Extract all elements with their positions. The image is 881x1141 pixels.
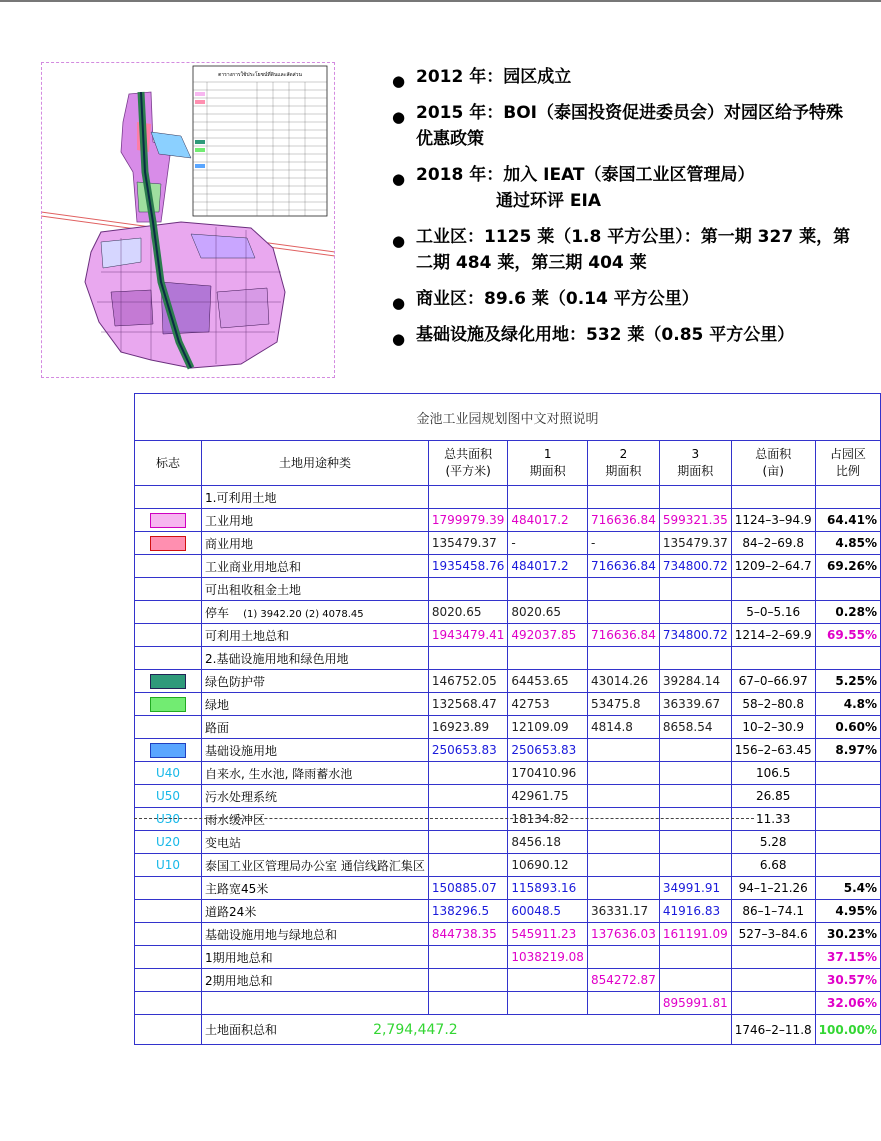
symbol-cell xyxy=(135,624,202,647)
total-area-cell xyxy=(428,831,508,854)
land-use-label: 2期用地总和 xyxy=(202,969,429,992)
symbol-cell xyxy=(135,969,202,992)
mu-area-cell xyxy=(731,647,815,670)
phase1-cell: 12109.09 xyxy=(508,716,588,739)
bullet-text: 基础设施及绿化用地：532 莱（0.85 平方公里） xyxy=(416,325,795,345)
column-header: 1 期面积 xyxy=(508,441,588,486)
table-title: 金池工业园规划图中文对照说明 xyxy=(135,394,881,441)
site-plan-map xyxy=(41,62,335,378)
land-use-label: 雨水缓冲区 xyxy=(202,808,429,831)
mu-area-cell: 67–0–66.97 xyxy=(731,670,815,693)
land-use-label: 泰国工业区管理局办公室 通信线路汇集区 xyxy=(202,854,429,877)
mu-area-cell: 26.85 xyxy=(731,785,815,808)
phase3-cell: 41916.83 xyxy=(659,900,731,923)
share-percent-cell: 69.26% xyxy=(815,555,880,578)
table-row xyxy=(135,923,881,946)
phase2-cell: 716636.84 xyxy=(587,624,659,647)
total-area-cell: 250653.83 xyxy=(428,739,508,762)
table-row xyxy=(135,532,881,555)
share-percent-cell: 100.00% xyxy=(815,1015,880,1045)
total-area-cell xyxy=(428,486,508,509)
land-use-label: 可出租收租金土地 xyxy=(202,578,429,601)
share-percent-cell: 69.55% xyxy=(815,624,880,647)
bullet-dot-icon: ● xyxy=(392,294,406,312)
land-use-label: 商业用地 xyxy=(202,532,429,555)
phase2-cell: 4814.8 xyxy=(587,716,659,739)
symbol-cell xyxy=(135,992,202,1015)
share-percent-cell: 4.8% xyxy=(815,693,880,716)
total-area-cell: 844738.35 xyxy=(428,923,508,946)
total-area-cell xyxy=(428,969,508,992)
share-percent-cell xyxy=(815,578,880,601)
phase1-cell: 250653.83 xyxy=(508,739,588,762)
phase1-cell: 484017.2 xyxy=(508,509,588,532)
phase2-cell xyxy=(587,739,659,762)
legend-swatch-icon xyxy=(150,743,186,758)
table-row xyxy=(135,946,881,969)
bullet-dot-icon: ● xyxy=(392,108,406,126)
table-row xyxy=(135,555,881,578)
phase2-cell xyxy=(587,877,659,900)
phase2-cell xyxy=(587,785,659,808)
map-legend-title: ตารางการใช้ประโยชน์ที่ดินและสัดส่วน xyxy=(218,72,302,78)
land-use-label: 变电站 xyxy=(202,831,429,854)
share-percent-cell: 0.28% xyxy=(815,601,880,624)
phase3-cell: 36339.67 xyxy=(659,693,731,716)
phase2-cell xyxy=(587,486,659,509)
bullet-item xyxy=(392,100,852,152)
phase3-cell: 34991.91 xyxy=(659,877,731,900)
mu-area-cell: 5.28 xyxy=(731,831,815,854)
grand-total-value: 2,794,447.2 xyxy=(373,1022,458,1038)
table-row xyxy=(135,739,881,762)
table-row xyxy=(135,785,881,808)
mu-area-cell: 1209–2–64.7 xyxy=(731,555,815,578)
milestone-list xyxy=(392,64,852,358)
total-area-cell xyxy=(428,992,508,1015)
mu-area-cell: 11.33 xyxy=(731,808,815,831)
phase1-cell: 42753 xyxy=(508,693,588,716)
phase1-cell: 492037.85 xyxy=(508,624,588,647)
share-percent-cell: 30.57% xyxy=(815,969,880,992)
land-use-label: 1.可利用土地 xyxy=(202,486,429,509)
phase1-cell: 64453.65 xyxy=(508,670,588,693)
mu-area-cell: 1746–2–11.8 xyxy=(731,1015,815,1045)
bullet-item xyxy=(392,224,852,276)
phase2-cell: 43014.26 xyxy=(587,670,659,693)
phase3-cell xyxy=(659,785,731,808)
share-percent-cell xyxy=(815,854,880,877)
legend-swatch-icon xyxy=(150,674,186,689)
land-use-label: 2.基础设施用地和绿色用地 xyxy=(202,647,429,670)
land-use-label: 道路24米 xyxy=(202,900,429,923)
land-use-label: 停车 (1) 3942.20 (2) 4078.45 xyxy=(202,601,429,624)
column-header: 占园区 比例 xyxy=(815,441,880,486)
mu-area-cell: 156–2–63.45 xyxy=(731,739,815,762)
total-area-cell: 1799979.39 xyxy=(428,509,508,532)
phase2-cell xyxy=(587,854,659,877)
symbol-cell xyxy=(135,693,202,716)
total-area-cell: 16923.89 xyxy=(428,716,508,739)
bullet-text: 商业区：89.6 莱（0.14 平方公里） xyxy=(416,289,699,309)
phase1-cell: 8020.65 xyxy=(508,601,588,624)
symbol-cell xyxy=(135,1015,202,1045)
share-percent-cell: 64.41% xyxy=(815,509,880,532)
table-row xyxy=(135,693,881,716)
land-use-label: 自来水, 生水池, 降雨蓄水池 xyxy=(202,762,429,785)
land-use-label: 土地面积总和 2,794,447.2 xyxy=(202,1015,732,1045)
symbol-cell xyxy=(135,739,202,762)
total-area-cell xyxy=(428,946,508,969)
phase1-cell: 115893.16 xyxy=(508,877,588,900)
symbol-cell xyxy=(135,486,202,509)
symbol-cell xyxy=(135,716,202,739)
bullet-dot-icon: ● xyxy=(392,232,406,250)
phase2-cell xyxy=(587,762,659,785)
mu-area-cell: 1124–3–94.9 xyxy=(731,509,815,532)
dashed-divider xyxy=(134,818,754,819)
phase2-cell: 854272.87 xyxy=(587,969,659,992)
table-row xyxy=(135,716,881,739)
bullet-item xyxy=(392,162,852,214)
column-header: 标志 xyxy=(135,441,202,486)
phase3-cell xyxy=(659,762,731,785)
phase3-cell xyxy=(659,601,731,624)
legend-swatch-icon xyxy=(150,513,186,528)
mu-area-cell xyxy=(731,486,815,509)
phase1-cell: 8456.18 xyxy=(508,831,588,854)
parking-breakdown: (1) 3942.20 (2) 4078.45 xyxy=(243,608,364,620)
share-percent-cell: 5.4% xyxy=(815,877,880,900)
symbol-cell xyxy=(135,877,202,900)
mu-area-cell: 6.68 xyxy=(731,854,815,877)
table-row xyxy=(135,624,881,647)
phase1-cell xyxy=(508,992,588,1015)
symbol-cell xyxy=(135,509,202,532)
share-percent-cell xyxy=(815,831,880,854)
phase3-cell: 135479.37 xyxy=(659,532,731,555)
symbol-cell xyxy=(135,555,202,578)
phase3-cell xyxy=(659,739,731,762)
phase2-cell xyxy=(587,808,659,831)
land-use-table xyxy=(134,393,881,1045)
phase2-cell: 36331.17 xyxy=(587,900,659,923)
mu-area-cell: 94–1–21.26 xyxy=(731,877,815,900)
phase3-cell xyxy=(659,854,731,877)
phase1-cell: 1038219.08 xyxy=(508,946,588,969)
phase3-cell: 895991.81 xyxy=(659,992,731,1015)
symbol-cell: U10 xyxy=(135,854,202,877)
share-percent-cell: 32.06% xyxy=(815,992,880,1015)
column-header: 土地用途种类 xyxy=(202,441,429,486)
share-percent-cell: 30.23% xyxy=(815,923,880,946)
total-area-cell: 146752.05 xyxy=(428,670,508,693)
phase2-cell xyxy=(587,647,659,670)
symbol-cell xyxy=(135,578,202,601)
table-header-row xyxy=(135,441,881,486)
phase1-cell: 545911.23 xyxy=(508,923,588,946)
symbol-cell: U30 xyxy=(135,808,202,831)
mu-area-cell: 527–3–84.6 xyxy=(731,923,815,946)
symbol-cell xyxy=(135,900,202,923)
total-area-cell xyxy=(428,854,508,877)
mu-area-cell: 84–2–69.8 xyxy=(731,532,815,555)
table-row xyxy=(135,877,881,900)
phase2-cell: 716636.84 xyxy=(587,555,659,578)
phase1-cell: 10690.12 xyxy=(508,854,588,877)
phase1-cell: 484017.2 xyxy=(508,555,588,578)
total-area-cell xyxy=(428,808,508,831)
phase1-cell: 42961.75 xyxy=(508,785,588,808)
mu-area-cell: 86–1–74.1 xyxy=(731,900,815,923)
symbol-cell xyxy=(135,647,202,670)
phase3-cell xyxy=(659,486,731,509)
top-rule xyxy=(0,0,881,2)
phase2-cell: 716636.84 xyxy=(587,509,659,532)
symbol-cell xyxy=(135,670,202,693)
share-percent-cell xyxy=(815,647,880,670)
symbol-cell: U50 xyxy=(135,785,202,808)
total-area-cell: 132568.47 xyxy=(428,693,508,716)
share-percent-cell: 0.60% xyxy=(815,716,880,739)
phase3-cell xyxy=(659,808,731,831)
total-area-cell xyxy=(428,578,508,601)
total-area-cell xyxy=(428,762,508,785)
land-use-label: 1期用地总和 xyxy=(202,946,429,969)
phase3-cell xyxy=(659,578,731,601)
phase3-cell xyxy=(659,969,731,992)
share-percent-cell: 37.15% xyxy=(815,946,880,969)
table-row xyxy=(135,509,881,532)
bullet-text: 2012 年：园区成立 xyxy=(416,67,572,87)
total-area-cell: 1943479.41 xyxy=(428,624,508,647)
legend-swatch-icon xyxy=(150,536,186,551)
share-percent-cell: 4.85% xyxy=(815,532,880,555)
bullet-dot-icon: ● xyxy=(392,72,406,90)
bullet-subtext: 通过环评 EIA xyxy=(496,191,602,211)
share-percent-cell: 4.95% xyxy=(815,900,880,923)
phase1-cell xyxy=(508,486,588,509)
table-row xyxy=(135,808,881,831)
symbol-cell: U40 xyxy=(135,762,202,785)
phase2-cell: 53475.8 xyxy=(587,693,659,716)
mu-area-cell: 10–2–30.9 xyxy=(731,716,815,739)
phase1-cell: 170410.96 xyxy=(508,762,588,785)
table-row xyxy=(135,831,881,854)
phase1-cell xyxy=(508,969,588,992)
phase3-cell: 161191.09 xyxy=(659,923,731,946)
mu-area-cell: 106.5 xyxy=(731,762,815,785)
bullet-dot-icon: ● xyxy=(392,170,406,188)
mu-area-cell xyxy=(731,578,815,601)
symbol-cell xyxy=(135,923,202,946)
symbol-cell: U20 xyxy=(135,831,202,854)
symbol-cell xyxy=(135,601,202,624)
land-use-label: 工业商业用地总和 xyxy=(202,555,429,578)
phase2-cell: - xyxy=(587,532,659,555)
table-row xyxy=(135,670,881,693)
land-use-label: 主路宽45米 xyxy=(202,877,429,900)
column-header: 总面积 (亩) xyxy=(731,441,815,486)
phase2-cell xyxy=(587,992,659,1015)
symbol-cell xyxy=(135,946,202,969)
column-header: 总共面积 (平方米) xyxy=(428,441,508,486)
mu-area-cell xyxy=(731,946,815,969)
symbol-cell xyxy=(135,532,202,555)
phase1-cell: - xyxy=(508,532,588,555)
bullet-item xyxy=(392,286,852,312)
share-percent-cell xyxy=(815,785,880,808)
map-frame xyxy=(41,62,335,378)
table-row xyxy=(135,1015,881,1045)
phase2-cell: 137636.03 xyxy=(587,923,659,946)
column-header: 3 期面积 xyxy=(659,441,731,486)
share-percent-cell: 5.25% xyxy=(815,670,880,693)
bullet-text: 2015 年：BOI（泰国投资促进委员会）对园区给予特殊优惠政策 xyxy=(416,103,843,149)
table-row xyxy=(135,900,881,923)
bullet-text: 2018 年：加入 IEAT（泰国工业区管理局） xyxy=(416,165,755,185)
phase3-cell: 734800.72 xyxy=(659,555,731,578)
total-area-cell: 1935458.76 xyxy=(428,555,508,578)
share-percent-cell xyxy=(815,762,880,785)
table-row xyxy=(135,486,881,509)
land-use-label: 路面 xyxy=(202,716,429,739)
share-percent-cell xyxy=(815,486,880,509)
legend-swatch-icon xyxy=(150,697,186,712)
phase2-cell xyxy=(587,831,659,854)
bullet-text: 工业区：1125 莱（1.8 平方公里）：第一期 327 莱，第二期 484 莱，第三期 404 莱 xyxy=(416,227,851,273)
mu-area-cell: 58–2–80.8 xyxy=(731,693,815,716)
phase2-cell xyxy=(587,946,659,969)
total-area-cell xyxy=(428,647,508,670)
land-use-label: 工业用地 xyxy=(202,509,429,532)
phase3-cell xyxy=(659,831,731,854)
phase3-cell: 734800.72 xyxy=(659,624,731,647)
table-row xyxy=(135,647,881,670)
phase1-cell: 60048.5 xyxy=(508,900,588,923)
mu-area-cell xyxy=(731,969,815,992)
phase3-cell xyxy=(659,647,731,670)
bullet-item xyxy=(392,64,852,90)
bullet-dot-icon: ● xyxy=(392,330,406,348)
mu-area-cell xyxy=(731,992,815,1015)
table-row xyxy=(135,601,881,624)
land-use-label: 污水处理系统 xyxy=(202,785,429,808)
land-use-label xyxy=(202,992,429,1015)
bullet-item xyxy=(392,322,852,348)
phase1-cell xyxy=(508,578,588,601)
phase1-cell xyxy=(508,647,588,670)
mu-area-cell: 5–0–5.16 xyxy=(731,601,815,624)
land-use-label: 基础设施用地与绿地总和 xyxy=(202,923,429,946)
total-area-cell: 150885.07 xyxy=(428,877,508,900)
column-header: 2 期面积 xyxy=(587,441,659,486)
phase3-cell: 39284.14 xyxy=(659,670,731,693)
phase3-cell: 8658.54 xyxy=(659,716,731,739)
total-area-cell: 138296.5 xyxy=(428,900,508,923)
total-area-cell: 135479.37 xyxy=(428,532,508,555)
total-area-cell xyxy=(428,785,508,808)
mu-area-cell: 1214–2–69.9 xyxy=(731,624,815,647)
table-row xyxy=(135,854,881,877)
land-use-label: 绿地 xyxy=(202,693,429,716)
share-percent-cell xyxy=(815,808,880,831)
table-row xyxy=(135,762,881,785)
phase2-cell xyxy=(587,578,659,601)
table-row xyxy=(135,969,881,992)
land-use-label: 可利用土地总和 xyxy=(202,624,429,647)
land-use-label: 基础设施用地 xyxy=(202,739,429,762)
phase1-cell: 18134.82 xyxy=(508,808,588,831)
phase3-cell: 599321.35 xyxy=(659,509,731,532)
total-area-cell: 8020.65 xyxy=(428,601,508,624)
table-row xyxy=(135,578,881,601)
phase3-cell xyxy=(659,946,731,969)
phase2-cell xyxy=(587,601,659,624)
share-percent-cell: 8.97% xyxy=(815,739,880,762)
land-use-label: 绿色防护带 xyxy=(202,670,429,693)
table-row xyxy=(135,992,881,1015)
